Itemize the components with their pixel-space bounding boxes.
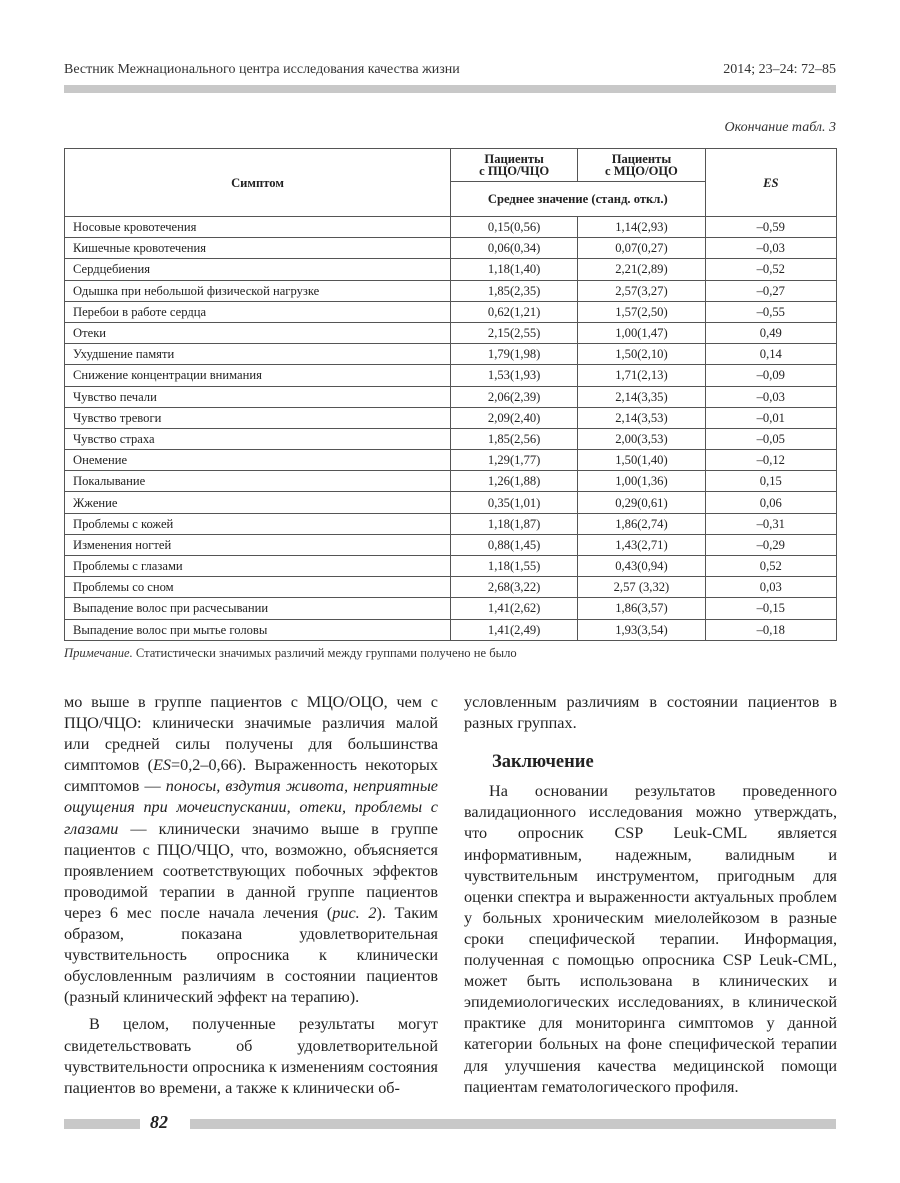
column-header-group-a bbox=[451, 149, 578, 182]
right-paragraph-1: условленным различиям в состоянии пациентов в разных группах. bbox=[464, 693, 837, 733]
table-row bbox=[65, 471, 837, 492]
footer-rule-left bbox=[64, 1119, 140, 1129]
cell-group-a: 1,41(2,62) bbox=[451, 598, 578, 619]
cell-symptom: Выпадение волос при мытье головы bbox=[65, 619, 451, 640]
section-heading-conclusion: Заключение bbox=[492, 752, 594, 773]
column-header-symptom: Симптом bbox=[65, 149, 451, 217]
cell-group-a: 1,18(1,55) bbox=[451, 556, 578, 577]
cell-group-b: 2,14(3,53) bbox=[578, 407, 705, 428]
table-row bbox=[65, 365, 837, 386]
running-header bbox=[64, 62, 836, 82]
left-column bbox=[64, 692, 438, 1099]
journal-title: Вестник Межнационального центра исследования качества жизни bbox=[64, 62, 460, 77]
table-row bbox=[65, 598, 837, 619]
right-column bbox=[464, 692, 837, 1098]
cell-symptom: Чувство тревоги bbox=[65, 407, 451, 428]
cell-group-b: 1,57(2,50) bbox=[578, 301, 705, 322]
cell-es: –0,09 bbox=[705, 365, 836, 386]
text-run: ). Таким образом, показана удовлетворительная чувствительность опросника к клинически обусловленным различиям в состоянии пациентов (разный клинический эффект на терапию). bbox=[64, 903, 438, 1007]
text-run-italic: ES bbox=[153, 756, 171, 775]
right-paragraph-2: На основании результатов проведенного валидационного исследования можно утверждать, что опросник CSP Leuk-CML является информативным, надежным, валидным и чувствительным инструментом, пригодным для оценки спектра и выраженности актуальных проблем у больных хроническим миелолейкозом в разные сроки специфической терапии. Информация, полученная с помощью опросника CSP Leuk-CML, может быть использована в клинических и эпидемиологических исследованиях, в клинической практике для мониторинга симптомов у данной категории больных на фоне специфической терапии для улучшения качества медицинской помощи пациентам гематологического профиля. bbox=[464, 782, 837, 1096]
cell-group-a: 0,35(1,01) bbox=[451, 492, 578, 513]
cell-symptom: Носовые кровотечения bbox=[65, 217, 451, 238]
cell-es: –0,27 bbox=[705, 280, 836, 301]
cell-symptom: Снижение концентрации внимания bbox=[65, 365, 451, 386]
cell-group-b: 0,43(0,94) bbox=[578, 556, 705, 577]
cell-es: –0,05 bbox=[705, 428, 836, 449]
table-row bbox=[65, 428, 837, 449]
cell-group-a: 1,29(1,77) bbox=[451, 450, 578, 471]
cell-symptom: Одышка при небольшой физической нагрузке bbox=[65, 280, 451, 301]
table-row bbox=[65, 301, 837, 322]
table-note bbox=[64, 646, 517, 661]
cell-group-b: 1,86(3,57) bbox=[578, 598, 705, 619]
cell-symptom: Проблемы с глазами bbox=[65, 556, 451, 577]
cell-symptom: Ухудшение памяти bbox=[65, 344, 451, 365]
cell-group-b: 2,57 (3,32) bbox=[578, 577, 705, 598]
cell-symptom: Покалывание bbox=[65, 471, 451, 492]
group-b-line2: с МЦО/ОЦО bbox=[605, 164, 678, 178]
symptom-table bbox=[64, 148, 837, 641]
cell-symptom: Перебои в работе сердца bbox=[65, 301, 451, 322]
cell-group-b: 0,07(0,27) bbox=[578, 238, 705, 259]
cell-symptom: Выпадение волос при расчесывании bbox=[65, 598, 451, 619]
es-label: ES bbox=[763, 175, 779, 190]
cell-group-a: 0,06(0,34) bbox=[451, 238, 578, 259]
column-header-group-b bbox=[578, 149, 705, 182]
cell-symptom: Изменения ногтей bbox=[65, 534, 451, 555]
cell-group-b: 2,14(3,35) bbox=[578, 386, 705, 407]
cell-symptom: Проблемы с кожей bbox=[65, 513, 451, 534]
table-row bbox=[65, 534, 837, 555]
cell-es: –0,03 bbox=[705, 386, 836, 407]
table-row bbox=[65, 386, 837, 407]
table-continuation-caption: Окончание табл. 3 bbox=[724, 120, 836, 135]
cell-group-a: 0,88(1,45) bbox=[451, 534, 578, 555]
cell-symptom: Жжение bbox=[65, 492, 451, 513]
cell-group-b: 1,50(2,10) bbox=[578, 344, 705, 365]
cell-symptom: Отеки bbox=[65, 322, 451, 343]
left-paragraph-2: В целом, полученные результаты могут свидетельствовать об удовлетворительной чувствительности опросника к изменениям состояния пациентов во времени, а также к клинически об- bbox=[64, 1015, 438, 1097]
table-row bbox=[65, 556, 837, 577]
note-text: Статистически значимых различий между группами получено не было bbox=[132, 646, 517, 660]
table-row bbox=[65, 259, 837, 280]
cell-group-a: 0,62(1,21) bbox=[451, 301, 578, 322]
cell-es: 0,15 bbox=[705, 471, 836, 492]
cell-group-a: 1,26(1,88) bbox=[451, 471, 578, 492]
cell-es: –0,18 bbox=[705, 619, 836, 640]
table-row bbox=[65, 492, 837, 513]
cell-symptom: Чувство страха bbox=[65, 428, 451, 449]
cell-group-a: 2,15(2,55) bbox=[451, 322, 578, 343]
cell-group-a: 1,85(2,35) bbox=[451, 280, 578, 301]
text-run-italic: поносы, вздутия живота, неприятные ощущения при мочеиспускании, отеки, проблемы с глазами bbox=[64, 777, 438, 838]
table-row bbox=[65, 217, 837, 238]
cell-es: –0,01 bbox=[705, 407, 836, 428]
cell-group-b: 1,00(1,47) bbox=[578, 322, 705, 343]
header-rule bbox=[64, 85, 836, 93]
cell-es: –0,31 bbox=[705, 513, 836, 534]
cell-group-b: 1,14(2,93) bbox=[578, 217, 705, 238]
table-row bbox=[65, 407, 837, 428]
cell-es: –0,29 bbox=[705, 534, 836, 555]
group-a-line1: Пациенты bbox=[484, 152, 544, 166]
cell-group-a: 0,15(0,56) bbox=[451, 217, 578, 238]
figure-reference: рис. 2 bbox=[332, 903, 377, 922]
note-label: Примечание. bbox=[64, 646, 133, 660]
cell-symptom: Сердцебиения bbox=[65, 259, 451, 280]
column-header-es bbox=[705, 149, 836, 217]
cell-es: –0,15 bbox=[705, 598, 836, 619]
cell-group-b: 2,57(3,27) bbox=[578, 280, 705, 301]
cell-symptom: Онемение bbox=[65, 450, 451, 471]
cell-group-a: 1,53(1,93) bbox=[451, 365, 578, 386]
cell-es: –0,59 bbox=[705, 217, 836, 238]
cell-es: –0,03 bbox=[705, 238, 836, 259]
cell-group-b: 1,93(3,54) bbox=[578, 619, 705, 640]
cell-group-b: 1,43(2,71) bbox=[578, 534, 705, 555]
cell-symptom: Проблемы со сном bbox=[65, 577, 451, 598]
table-row bbox=[65, 513, 837, 534]
cell-group-a: 1,18(1,40) bbox=[451, 259, 578, 280]
cell-group-b: 1,50(1,40) bbox=[578, 450, 705, 471]
cell-group-b: 0,29(0,61) bbox=[578, 492, 705, 513]
group-b-line1: Пациенты bbox=[611, 152, 672, 166]
cell-es: 0,49 bbox=[705, 322, 836, 343]
cell-group-a: 2,09(2,40) bbox=[451, 407, 578, 428]
table-row bbox=[65, 344, 837, 365]
footer-rule-right bbox=[190, 1119, 836, 1129]
table-row bbox=[65, 238, 837, 259]
cell-es: –0,55 bbox=[705, 301, 836, 322]
table-row bbox=[65, 322, 837, 343]
cell-es: –0,12 bbox=[705, 450, 836, 471]
table-body bbox=[65, 217, 837, 641]
cell-group-b: 1,00(1,36) bbox=[578, 471, 705, 492]
cell-group-a: 1,41(2,49) bbox=[451, 619, 578, 640]
cell-group-a: 1,85(2,56) bbox=[451, 428, 578, 449]
cell-group-a: 2,68(3,22) bbox=[451, 577, 578, 598]
group-a-line2: с ПЦО/ЧЦО bbox=[479, 164, 550, 178]
text-run: =0,2–0,66). Выраженность некоторых симптомов — bbox=[64, 756, 438, 796]
page-number: 82 bbox=[150, 1112, 168, 1132]
table-row bbox=[65, 619, 837, 640]
cell-group-b: 1,86(2,74) bbox=[578, 513, 705, 534]
cell-es: 0,03 bbox=[705, 577, 836, 598]
cell-es: 0,52 bbox=[705, 556, 836, 577]
text-run: мо выше в группе пациентов с МЦО/ОЦО, чем с ПЦО/ЧЦО: клинически значимые различия малой или средней силы получены для большинства симптомов ( bbox=[64, 693, 438, 775]
cell-group-b: 2,21(2,89) bbox=[578, 259, 705, 280]
cell-group-a: 1,79(1,98) bbox=[451, 344, 578, 365]
cell-es: 0,06 bbox=[705, 492, 836, 513]
cell-symptom: Чувство печали bbox=[65, 386, 451, 407]
cell-es: –0,52 bbox=[705, 259, 836, 280]
subheader-mean-sd: Среднее значение (станд. откл.) bbox=[451, 182, 706, 217]
cell-group-a: 1,18(1,87) bbox=[451, 513, 578, 534]
cell-group-a: 2,06(2,39) bbox=[451, 386, 578, 407]
cell-es: 0,14 bbox=[705, 344, 836, 365]
cell-group-b: 2,00(3,53) bbox=[578, 428, 705, 449]
cell-symptom: Кишечные кровотечения bbox=[65, 238, 451, 259]
issue-info: 2014; 23–24: 72–85 bbox=[723, 62, 836, 77]
table-row bbox=[65, 280, 837, 301]
table-row bbox=[65, 577, 837, 598]
cell-group-b: 1,71(2,13) bbox=[578, 365, 705, 386]
text-run: — клинически значимо выше в группе пациентов с ПЦО/ЧЦО, что, возможно, объясняется проявлением соответствующих побочных эффектов проводимой терапии в данной группе пациентов через 6 мес после начала лечения ( bbox=[64, 819, 438, 922]
table-row bbox=[65, 450, 837, 471]
left-paragraph-1 bbox=[64, 692, 438, 1008]
